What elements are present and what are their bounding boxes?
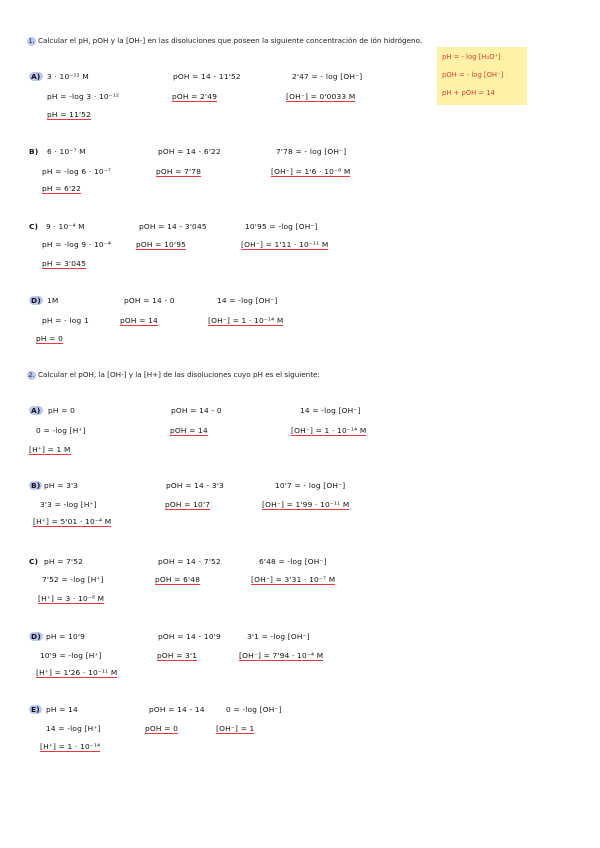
p1-c-oh: [OH⁻] = 1'11 · 10⁻¹¹ M: [241, 240, 329, 249]
p2-d-ph: pH = 10'9: [46, 632, 86, 641]
p2-c-log-eq: 6'48 = -log [OH⁻]: [259, 557, 327, 566]
p2-c-h-eq: 7'52 = -log [H⁺]: [42, 575, 104, 584]
p2-b-ph: pH = 3'3: [44, 481, 79, 490]
p1-a-ph-eq: pH = -log 3 · 10⁻¹²: [47, 92, 120, 101]
p2-a-poh: pOH = 14: [170, 426, 208, 435]
p1-d-oh: [OH⁻] = 1 · 10⁻¹⁴ M: [208, 316, 284, 325]
p2-d-poh-eq: pOH = 14 - 10'9: [158, 632, 221, 641]
p1-b-poh-eq: pOH = 14 - 6'22: [158, 147, 221, 156]
p2-d-label: D): [31, 632, 41, 641]
p2-a-h-eq: 0 = -log [H⁺]: [36, 426, 86, 435]
formula-sum: pH + pOH = 14: [442, 89, 495, 97]
p2-b-log-eq: 10'7 = - log [OH⁻]: [275, 481, 346, 490]
p2-d-oh: [OH⁻] = 7'94 · 10⁻⁴ M: [239, 651, 324, 660]
p2-e-poh: pOH = 0: [145, 724, 179, 733]
p2-c-h: [H⁺] = 3 · 10⁻⁸ M: [38, 594, 105, 603]
p2-e-ph: pH = 14: [46, 705, 78, 714]
p1-a-oh: [OH⁻] = 0'0033 M: [286, 92, 356, 101]
p1-a-poh-eq: pOH = 14 - 11'52: [173, 72, 241, 81]
p2-a-log-eq: 14 = -log [OH⁻]: [300, 406, 361, 415]
p1-c-poh: pOH = 10'95: [136, 240, 186, 249]
p2-b-label: B): [31, 481, 41, 490]
p2-a-ph: pH = 0: [48, 406, 76, 415]
p1-c-ph-eq: pH = -log 9 · 10⁻⁴: [42, 240, 112, 249]
p2-c-oh: [OH⁻] = 3'31 · 10⁻⁷ M: [251, 575, 336, 584]
p2-b-h: [H⁺] = 5'01 · 10⁻⁴ M: [33, 517, 112, 526]
p1-c-poh-eq: pOH = 14 - 3'045: [139, 222, 207, 231]
question-1-number: 1.: [28, 37, 35, 45]
p2-a-h: [H⁺] = 1 M: [29, 445, 71, 454]
p1-b-label: B): [29, 147, 39, 156]
p1-b-ph-eq: pH = -log 6 · 10⁻⁷: [42, 167, 112, 176]
p1-c-log-eq: 10'95 = -log [OH⁻]: [245, 222, 318, 231]
p1-d-ph-eq: pH = - log 1: [42, 316, 89, 325]
question-2: [27, 370, 320, 380]
p1-d-conc: 1M: [47, 296, 59, 305]
p2-c-label: C): [29, 557, 39, 566]
question-1-text: Calcular el pH, pOH y la [OH-] en las disoluciones que poseen la siguiente concentración de ión hidrógeno.: [38, 36, 423, 45]
question-1: [27, 36, 422, 46]
p2-b-oh: [OH⁻] = 1'99 · 10⁻¹¹ M: [262, 500, 350, 509]
p2-a-poh-eq: pOH = 14 - 0: [171, 406, 222, 415]
p2-a-label: A): [31, 406, 41, 415]
p1-c-label: C): [29, 222, 39, 231]
p1-c-ph: pH = 3'045: [42, 259, 86, 268]
p2-b-poh-eq: pOH = 14 - 3'3: [166, 481, 224, 490]
p2-d-poh: pOH = 3'1: [157, 651, 198, 660]
p2-d-log-eq: 3'1 = -log [OH⁻]: [247, 632, 310, 641]
p1-b-conc: 6 · 10⁻⁷ M: [47, 147, 86, 156]
p1-b-log-eq: 7'78 = - log [OH⁻]: [276, 147, 347, 156]
p2-e-h: [H⁺] = 1 · 10⁻¹⁴: [40, 742, 101, 751]
p1-d-log-eq: 14 = -log [OH⁻]: [217, 296, 278, 305]
p1-a-ph: pH = 11'52: [47, 110, 91, 119]
formula-ph: pH = - log [H₃O⁺]: [442, 53, 501, 61]
question-2-number: 2.: [28, 371, 35, 379]
formula-poh: pOH = - log [OH⁻]: [442, 71, 504, 79]
p2-c-poh-eq: pOH = 14 - 7'52: [158, 557, 221, 566]
question-2-text: Calcular el pOH, la [OH-] y la [H+] de las disoluciones cuyo pH es el siguiente:: [38, 370, 320, 379]
p2-e-poh-eq: pOH = 14 - 14: [149, 705, 205, 714]
p2-e-log-eq: 0 = -log [OH⁻]: [226, 705, 282, 714]
p1-b-ph: pH = 6'22: [42, 184, 82, 193]
p2-c-ph: pH = 7'52: [44, 557, 84, 566]
p2-e-oh: [OH⁻] = 1: [216, 724, 255, 733]
p2-e-h-eq: 14 = -log [H⁺]: [46, 724, 101, 733]
p2-a-oh: [OH⁻] = 1 · 10⁻¹⁴ M: [291, 426, 367, 435]
p1-d-poh: pOH = 14: [120, 316, 158, 325]
p1-a-log-eq: 2'47 = - log [OH⁻]: [292, 72, 363, 81]
p1-b-oh: [OH⁻] = 1'6 · 10⁻⁸ M: [271, 167, 351, 176]
p2-d-h: [H⁺] = 1'26 · 10⁻¹¹ M: [36, 668, 118, 677]
p1-d-poh-eq: pOH = 14 - 0: [124, 296, 175, 305]
p2-b-poh: pOH = 10'7: [165, 500, 211, 509]
p2-b-h-eq: 3'3 = -log [H⁺]: [40, 500, 97, 509]
p1-d-label: D): [31, 296, 41, 305]
p1-c-conc: 9 · 10⁻⁴ M: [46, 222, 85, 231]
p1-a-poh: pOH = 2'49: [172, 92, 218, 101]
p2-c-poh: pOH = 6'48: [155, 575, 201, 584]
p2-d-h-eq: 10'9 = -log [H⁺]: [40, 651, 102, 660]
p1-a-label: A): [31, 72, 41, 81]
p1-a-conc: 3 · 10⁻¹² M: [47, 72, 89, 81]
p2-e-label: E): [31, 705, 40, 714]
p1-d-ph: pH = 0: [36, 334, 64, 343]
p1-b-poh: pOH = 7'78: [156, 167, 202, 176]
